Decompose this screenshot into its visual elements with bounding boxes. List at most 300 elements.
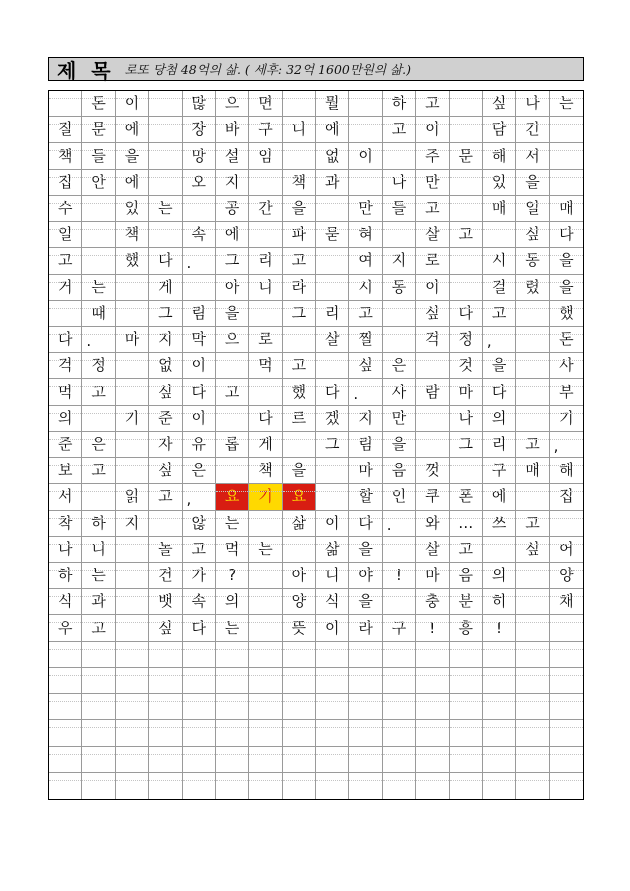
grid-cell bbox=[116, 537, 149, 563]
grid-cell bbox=[283, 773, 316, 799]
grid-cell: 찔 bbox=[349, 327, 382, 353]
grid-cell bbox=[249, 773, 282, 799]
grid-cell bbox=[149, 747, 182, 773]
grid-cell: 다 bbox=[183, 615, 216, 641]
grid-cell bbox=[450, 747, 483, 773]
grid-cell: 뱃 bbox=[149, 589, 182, 615]
grid-cell: 구 bbox=[383, 615, 416, 641]
grid-cell: 걱 bbox=[49, 353, 82, 379]
grid-cell: 동 bbox=[383, 275, 416, 301]
grid-cell: 있 bbox=[483, 170, 516, 196]
grid-cell bbox=[550, 143, 583, 169]
grid-cell: 롭 bbox=[216, 432, 249, 458]
grid-cell: 살 bbox=[416, 537, 449, 563]
grid-cell: 다 bbox=[550, 222, 583, 248]
grid-cell bbox=[82, 694, 115, 720]
grid-cell: 않 bbox=[183, 511, 216, 537]
grid-cell bbox=[116, 379, 149, 405]
grid-cell bbox=[249, 511, 282, 537]
grid-cell: 림 bbox=[183, 301, 216, 327]
grid-cell: 혀 bbox=[349, 222, 382, 248]
grid-cell: 담 bbox=[483, 117, 516, 143]
grid-cell bbox=[416, 406, 449, 432]
grid-cell bbox=[349, 747, 382, 773]
grid-cell: 없 bbox=[149, 353, 182, 379]
grid-cell: 고 bbox=[82, 458, 115, 484]
grid-cell: , bbox=[183, 484, 216, 510]
grid-cell: 파 bbox=[283, 222, 316, 248]
grid-cell: 음 bbox=[383, 458, 416, 484]
grid-cell: 양 bbox=[550, 563, 583, 589]
grid-cell bbox=[116, 353, 149, 379]
grid-cell bbox=[249, 668, 282, 694]
grid-cell bbox=[283, 720, 316, 746]
grid-cell: 이 bbox=[316, 615, 349, 641]
grid-cell bbox=[550, 117, 583, 143]
grid-cell bbox=[316, 642, 349, 668]
grid-cell bbox=[249, 589, 282, 615]
grid-cell: 싶 bbox=[149, 379, 182, 405]
grid-cell: 을 bbox=[349, 537, 382, 563]
grid-cell: 인 bbox=[383, 484, 416, 510]
grid-cell: 의 bbox=[483, 563, 516, 589]
grid-cell: 고 bbox=[516, 432, 549, 458]
grid-cell bbox=[383, 773, 416, 799]
grid-cell: ! bbox=[416, 615, 449, 641]
grid-cell: 자 bbox=[149, 432, 182, 458]
grid-cell bbox=[516, 642, 549, 668]
grid-cell bbox=[516, 747, 549, 773]
grid-cell: 집 bbox=[49, 170, 82, 196]
grid-cell: 들 bbox=[383, 196, 416, 222]
grid-cell bbox=[550, 773, 583, 799]
grid-cell: 로 bbox=[416, 248, 449, 274]
grid-cell: 의 bbox=[49, 406, 82, 432]
grid-cell: 정 bbox=[82, 353, 115, 379]
grid-cell: 집 bbox=[550, 484, 583, 510]
grid-cell bbox=[349, 91, 382, 117]
grid-cell: 고 bbox=[416, 91, 449, 117]
grid-cell bbox=[516, 694, 549, 720]
grid-cell: 고 bbox=[183, 537, 216, 563]
grid-cell bbox=[416, 720, 449, 746]
grid-cell: 했 bbox=[550, 301, 583, 327]
grid-cell: 지 bbox=[149, 327, 182, 353]
grid-cell: 쓰 bbox=[483, 511, 516, 537]
grid-cell bbox=[450, 642, 483, 668]
grid-cell: 을 bbox=[550, 275, 583, 301]
grid-cell bbox=[183, 275, 216, 301]
grid-cell: 껏 bbox=[416, 458, 449, 484]
grid-cell: 이 bbox=[116, 91, 149, 117]
grid-cell bbox=[383, 720, 416, 746]
grid-cell bbox=[183, 694, 216, 720]
grid-cell bbox=[483, 747, 516, 773]
grid-cell: 리 bbox=[483, 432, 516, 458]
grid-cell: 의 bbox=[483, 406, 516, 432]
grid-cell: 음 bbox=[450, 563, 483, 589]
grid-cell: 는 bbox=[82, 275, 115, 301]
grid-cell bbox=[249, 747, 282, 773]
grid-cell: 싶 bbox=[416, 301, 449, 327]
grid-cell bbox=[316, 353, 349, 379]
grid-cell bbox=[349, 720, 382, 746]
grid-cell bbox=[82, 642, 115, 668]
grid-cell: 의 bbox=[216, 589, 249, 615]
grid-cell: 나 bbox=[516, 91, 549, 117]
grid-cell: 쿠 bbox=[416, 484, 449, 510]
grid-cell bbox=[149, 91, 182, 117]
grid-cell bbox=[416, 642, 449, 668]
grid-cell bbox=[383, 747, 416, 773]
grid-cell: 은 bbox=[383, 353, 416, 379]
grid-cell: . bbox=[183, 248, 216, 274]
grid-cell bbox=[183, 642, 216, 668]
grid-cell bbox=[516, 484, 549, 510]
grid-cell: 다 bbox=[483, 379, 516, 405]
grid-cell bbox=[416, 694, 449, 720]
grid-cell bbox=[283, 668, 316, 694]
grid-cell: 묻 bbox=[316, 222, 349, 248]
grid-cell bbox=[116, 773, 149, 799]
grid-cell bbox=[82, 668, 115, 694]
grid-cell bbox=[216, 747, 249, 773]
grid-cell: 걱 bbox=[416, 327, 449, 353]
grid-cell bbox=[283, 694, 316, 720]
grid-cell bbox=[450, 275, 483, 301]
grid-cell bbox=[316, 458, 349, 484]
grid-cell bbox=[149, 642, 182, 668]
grid-cell: 마 bbox=[349, 458, 382, 484]
grid-cell: 렸 bbox=[516, 275, 549, 301]
grid-cell: 싶 bbox=[516, 537, 549, 563]
grid-cell bbox=[450, 91, 483, 117]
grid-cell: 을 bbox=[516, 170, 549, 196]
grid-cell: 공 bbox=[216, 196, 249, 222]
grid-cell: 이 bbox=[183, 353, 216, 379]
grid-cell bbox=[383, 537, 416, 563]
grid-cell: 삶 bbox=[316, 537, 349, 563]
grid-cell bbox=[383, 143, 416, 169]
grid-cell: 매 bbox=[516, 458, 549, 484]
grid-cell: 을 bbox=[116, 143, 149, 169]
manuscript-grid bbox=[48, 90, 584, 800]
grid-cell bbox=[516, 589, 549, 615]
grid-cell: 싶 bbox=[483, 91, 516, 117]
grid-cell bbox=[249, 301, 282, 327]
grid-cell bbox=[349, 642, 382, 668]
grid-cell: 만 bbox=[383, 406, 416, 432]
grid-cell bbox=[483, 668, 516, 694]
grid-cell bbox=[416, 353, 449, 379]
grid-cell bbox=[516, 327, 549, 353]
grid-cell: 거 bbox=[49, 275, 82, 301]
grid-cell bbox=[116, 694, 149, 720]
grid-cell: 는 bbox=[216, 615, 249, 641]
grid-cell bbox=[216, 353, 249, 379]
grid-cell: 에 bbox=[116, 170, 149, 196]
grid-cell bbox=[149, 773, 182, 799]
grid-cell bbox=[149, 720, 182, 746]
grid-cell bbox=[450, 694, 483, 720]
highlighted-cell: 요 bbox=[216, 484, 249, 510]
grid-cell: 수 bbox=[49, 196, 82, 222]
grid-cell: 살 bbox=[316, 327, 349, 353]
grid-cell bbox=[383, 327, 416, 353]
grid-cell bbox=[550, 747, 583, 773]
grid-cell bbox=[49, 773, 82, 799]
grid-cell: 고 bbox=[416, 196, 449, 222]
grid-cell: 는 bbox=[249, 537, 282, 563]
grid-cell bbox=[483, 642, 516, 668]
grid-cell: 게 bbox=[249, 432, 282, 458]
grid-cell: 시 bbox=[349, 275, 382, 301]
grid-cell: … bbox=[450, 511, 483, 537]
grid-cell: 할 bbox=[349, 484, 382, 510]
grid-cell: 에 bbox=[216, 222, 249, 248]
grid-cell: 고 bbox=[383, 117, 416, 143]
grid-cell: 양 bbox=[283, 589, 316, 615]
grid-cell: 문 bbox=[82, 117, 115, 143]
grid-cell bbox=[383, 668, 416, 694]
grid-cell bbox=[283, 432, 316, 458]
grid-cell bbox=[149, 694, 182, 720]
grid-cell bbox=[249, 170, 282, 196]
grid-cell: 주 bbox=[416, 143, 449, 169]
grid-cell: 고 bbox=[149, 484, 182, 510]
grid-cell: 에 bbox=[116, 117, 149, 143]
grid-cell: 싶 bbox=[349, 353, 382, 379]
grid-cell bbox=[450, 196, 483, 222]
grid-cell bbox=[416, 432, 449, 458]
grid-cell bbox=[116, 301, 149, 327]
grid-cell bbox=[349, 170, 382, 196]
grid-cell bbox=[216, 694, 249, 720]
grid-cell: 다 bbox=[249, 406, 282, 432]
grid-cell bbox=[450, 248, 483, 274]
grid-cell: 히 bbox=[483, 589, 516, 615]
grid-cell bbox=[49, 668, 82, 694]
grid-cell: 고 bbox=[216, 379, 249, 405]
grid-cell: 는 bbox=[216, 511, 249, 537]
grid-cell: 아 bbox=[216, 275, 249, 301]
grid-cell: 아 bbox=[283, 563, 316, 589]
grid-cell: 을 bbox=[349, 589, 382, 615]
grid-cell bbox=[383, 222, 416, 248]
grid-cell bbox=[450, 170, 483, 196]
grid-cell bbox=[316, 747, 349, 773]
grid-cell: 에 bbox=[316, 117, 349, 143]
title-label: 제 목 bbox=[57, 58, 115, 83]
grid-cell bbox=[316, 694, 349, 720]
grid-cell: 다 bbox=[316, 379, 349, 405]
grid-cell bbox=[183, 196, 216, 222]
grid-cell bbox=[149, 117, 182, 143]
grid-cell: 과 bbox=[82, 589, 115, 615]
grid-cell: 고 bbox=[450, 537, 483, 563]
grid-cell: 만 bbox=[416, 170, 449, 196]
grid-cell: 사 bbox=[550, 353, 583, 379]
grid-cell: 지 bbox=[116, 511, 149, 537]
grid-cell bbox=[416, 773, 449, 799]
grid-cell bbox=[283, 143, 316, 169]
grid-cell bbox=[483, 773, 516, 799]
title-text: 로또 당첨 48억의 삶. ( 세후: 32억 1600만원의 삶.) bbox=[124, 62, 411, 77]
grid-cell bbox=[483, 537, 516, 563]
grid-cell bbox=[183, 720, 216, 746]
grid-cell bbox=[516, 379, 549, 405]
grid-cell: 망 bbox=[183, 143, 216, 169]
grid-cell bbox=[550, 615, 583, 641]
grid-cell bbox=[483, 694, 516, 720]
grid-cell: 고 bbox=[82, 615, 115, 641]
grid-cell bbox=[316, 484, 349, 510]
grid-cell: 식 bbox=[316, 589, 349, 615]
grid-cell bbox=[183, 747, 216, 773]
grid-cell: 고 bbox=[349, 301, 382, 327]
grid-cell: 했 bbox=[283, 379, 316, 405]
grid-cell bbox=[49, 694, 82, 720]
grid-cell: 그 bbox=[216, 248, 249, 274]
grid-cell: 읽 bbox=[116, 484, 149, 510]
grid-cell: 일 bbox=[49, 222, 82, 248]
grid-cell: 책 bbox=[249, 458, 282, 484]
grid-cell: 걸 bbox=[483, 275, 516, 301]
grid-cell bbox=[183, 668, 216, 694]
grid-cell bbox=[116, 458, 149, 484]
grid-cell: 그 bbox=[149, 301, 182, 327]
grid-cell bbox=[550, 668, 583, 694]
grid-cell: 많 bbox=[183, 91, 216, 117]
grid-cell: 싶 bbox=[149, 458, 182, 484]
grid-cell bbox=[82, 720, 115, 746]
grid-cell: 서 bbox=[49, 484, 82, 510]
grid-cell: 이 bbox=[416, 275, 449, 301]
grid-cell: 리 bbox=[316, 301, 349, 327]
grid-cell: 사 bbox=[383, 379, 416, 405]
grid-cell: 람 bbox=[416, 379, 449, 405]
grid-cell bbox=[149, 170, 182, 196]
grid-cell: 은 bbox=[183, 458, 216, 484]
grid-cell: 다 bbox=[349, 511, 382, 537]
grid-cell: 만 bbox=[349, 196, 382, 222]
grid-cell: , bbox=[483, 327, 516, 353]
grid-cell: 는 bbox=[82, 563, 115, 589]
grid-cell: 안 bbox=[82, 170, 115, 196]
grid-cell bbox=[149, 222, 182, 248]
grid-cell: 을 bbox=[383, 432, 416, 458]
grid-cell: 고 bbox=[283, 353, 316, 379]
grid-cell bbox=[116, 642, 149, 668]
grid-cell: 는 bbox=[149, 196, 182, 222]
grid-cell: 겠 bbox=[316, 406, 349, 432]
grid-cell bbox=[316, 275, 349, 301]
highlighted-cell: 요 bbox=[283, 484, 316, 510]
highlighted-cell: 기 bbox=[249, 484, 282, 510]
grid-cell bbox=[82, 406, 115, 432]
grid-cell: 문 bbox=[450, 143, 483, 169]
grid-cell: 나 bbox=[49, 537, 82, 563]
grid-cell: 먹 bbox=[49, 379, 82, 405]
grid-cell: 착 bbox=[49, 511, 82, 537]
grid-cell: 싶 bbox=[149, 615, 182, 641]
grid-cell bbox=[383, 642, 416, 668]
grid-cell: 그 bbox=[283, 301, 316, 327]
grid-cell bbox=[216, 773, 249, 799]
grid-cell: 정 bbox=[450, 327, 483, 353]
grid-cell bbox=[516, 353, 549, 379]
grid-cell bbox=[516, 773, 549, 799]
grid-cell: 이 bbox=[416, 117, 449, 143]
grid-cell: 니 bbox=[249, 275, 282, 301]
grid-cell: 마 bbox=[450, 379, 483, 405]
grid-cell: 라 bbox=[283, 275, 316, 301]
grid-cell: 기 bbox=[116, 406, 149, 432]
grid-cell bbox=[249, 694, 282, 720]
grid-cell: 은 bbox=[82, 432, 115, 458]
grid-cell bbox=[49, 720, 82, 746]
grid-cell: 나 bbox=[383, 170, 416, 196]
grid-cell bbox=[149, 143, 182, 169]
grid-cell: 여 bbox=[349, 248, 382, 274]
grid-cell bbox=[249, 720, 282, 746]
grid-cell: 때 bbox=[82, 301, 115, 327]
grid-cell bbox=[516, 668, 549, 694]
grid-cell bbox=[550, 720, 583, 746]
grid-cell bbox=[383, 301, 416, 327]
grid-cell: 그 bbox=[316, 432, 349, 458]
grid-cell bbox=[49, 747, 82, 773]
grid-cell: 게 bbox=[149, 275, 182, 301]
grid-cell: 을 bbox=[550, 248, 583, 274]
grid-cell: 는 bbox=[550, 91, 583, 117]
grid-cell: 긴 bbox=[516, 117, 549, 143]
grid-cell bbox=[116, 432, 149, 458]
grid-cell: 으 bbox=[216, 91, 249, 117]
grid-cell: 고 bbox=[483, 301, 516, 327]
grid-cell: 식 bbox=[49, 589, 82, 615]
grid-cell: 폰 bbox=[450, 484, 483, 510]
grid-cell: 돈 bbox=[550, 327, 583, 353]
grid-cell bbox=[283, 327, 316, 353]
grid-cell: 매 bbox=[483, 196, 516, 222]
grid-cell: . bbox=[82, 327, 115, 353]
title-bar bbox=[48, 57, 584, 81]
grid-cell bbox=[283, 537, 316, 563]
grid-cell: 속 bbox=[183, 222, 216, 248]
grid-cell: 라 bbox=[349, 615, 382, 641]
grid-cell bbox=[249, 563, 282, 589]
grid-cell bbox=[116, 589, 149, 615]
grid-cell: . bbox=[383, 511, 416, 537]
grid-cell bbox=[550, 170, 583, 196]
grid-cell bbox=[149, 511, 182, 537]
grid-cell bbox=[216, 458, 249, 484]
grid-cell: 먹 bbox=[249, 353, 282, 379]
grid-cell: 로 bbox=[249, 327, 282, 353]
grid-cell: 지 bbox=[349, 406, 382, 432]
grid-cell: 리 bbox=[249, 248, 282, 274]
grid-cell: 이 bbox=[183, 406, 216, 432]
grid-cell: 구 bbox=[483, 458, 516, 484]
grid-cell bbox=[216, 406, 249, 432]
grid-cell bbox=[49, 91, 82, 117]
grid-cell: 을 bbox=[483, 353, 516, 379]
grid-cell: 고 bbox=[283, 248, 316, 274]
grid-cell: 고 bbox=[516, 511, 549, 537]
grid-cell: 간 bbox=[249, 196, 282, 222]
grid-cell: 을 bbox=[216, 301, 249, 327]
